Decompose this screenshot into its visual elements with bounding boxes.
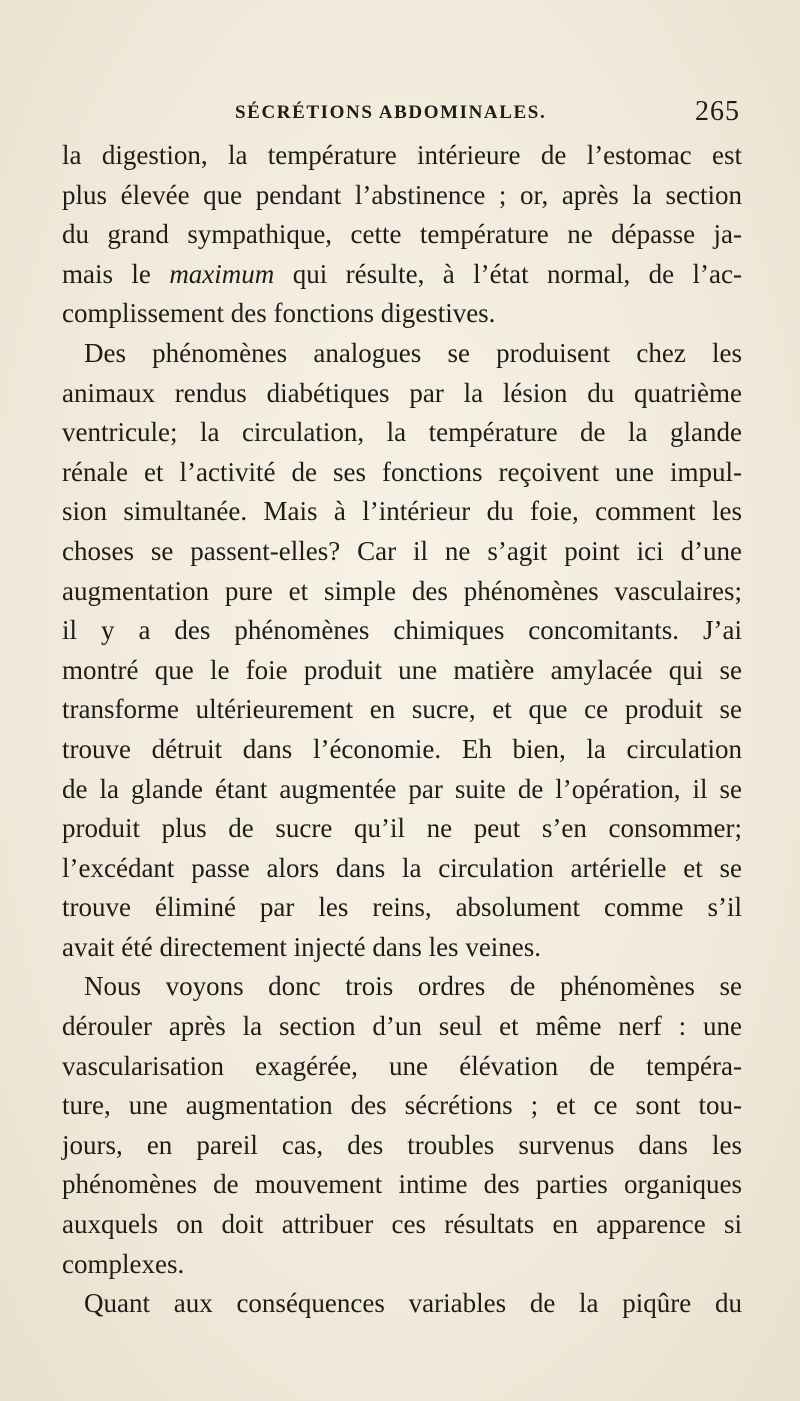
- text-line: rénale et l’activité de ses fonctions reçoivent une impul-: [62, 456, 742, 487]
- text-line: transforme ultérieurement en sucre, et que ce produit se: [62, 694, 742, 725]
- paragraph-first-line: Des phénomènes analogues se produisent chez les: [84, 337, 742, 368]
- text-line: plus élevée que pendant l’abstinence ; or, après la section: [62, 179, 742, 210]
- italic-word: maximum: [169, 258, 275, 289]
- text-line: trouve éliminé par les reins, absolument comme s’il: [62, 892, 742, 923]
- running-title: SÉCRÉTIONS ABDOMINALES.: [235, 102, 547, 123]
- body-text: [62, 136, 742, 1324]
- running-head: [60, 96, 740, 132]
- text-line: montré que le foie produit une matière amylacée qui se: [62, 654, 742, 685]
- text-line: du grand sympathique, cette température ne dépasse ja-: [62, 219, 742, 250]
- text-line: l’excédant passe alors dans la circulation artérielle et se: [62, 852, 742, 883]
- text-line: ture, une augmentation des sécrétions ; et ce sont tou-: [62, 1090, 742, 1121]
- paragraph-first-line: Quant aux conséquences variables de la piqûre du: [84, 1288, 742, 1319]
- text-line: animaux rendus diabétiques par la lésion du quatrième: [62, 377, 742, 408]
- text-line: trouve détruit dans l’économie. Eh bien, la circulation: [62, 733, 742, 764]
- text-line: la digestion, la température intérieure de l’estomac est: [62, 140, 742, 170]
- text-line: complissement des fonctions digestives.: [62, 298, 496, 329]
- text-run: mais le: [62, 258, 170, 289]
- text-line: auxquels on doit attribuer ces résultats en apparence si: [62, 1209, 742, 1240]
- text-line: vascularisation exagérée, une élévation de tempéra-: [62, 1050, 742, 1081]
- text-line: il y a des phénomènes chimiques concomitants. J’ai: [62, 615, 742, 646]
- text-line: complexes.: [62, 1248, 185, 1279]
- paragraph-first-line: Nous voyons donc trois ordres de phénomènes se: [84, 971, 742, 1002]
- text-run: qui résulte, à l’état normal, de l’ac-: [274, 258, 742, 289]
- text-line: [62, 255, 742, 295]
- text-line: produit plus de sucre qu’il ne peut s’en consommer;: [62, 813, 742, 844]
- text-line: sion simultanée. Mais à l’intérieur du foie, comment les: [62, 496, 742, 527]
- text-line: ventricule; la circulation, la température de la glande: [62, 417, 742, 448]
- text-line: jours, en pareil cas, des troubles survenus dans les: [62, 1129, 742, 1160]
- page-number: 265: [695, 96, 740, 127]
- text-line: phénomènes de mouvement intime des parties organiques: [62, 1169, 742, 1200]
- text-line: dérouler après la section d’un seul et même nerf : une: [62, 1011, 742, 1042]
- text-line: choses se passent-elles? Car il ne s’agit point ici d’une: [62, 535, 742, 566]
- text-line: augmentation pure et simple des phénomènes vasculaires;: [62, 575, 742, 606]
- text-line: avait été directement injecté dans les veines.: [62, 931, 542, 962]
- text-line: de la glande étant augmentée par suite de l’opération, il se: [62, 773, 742, 804]
